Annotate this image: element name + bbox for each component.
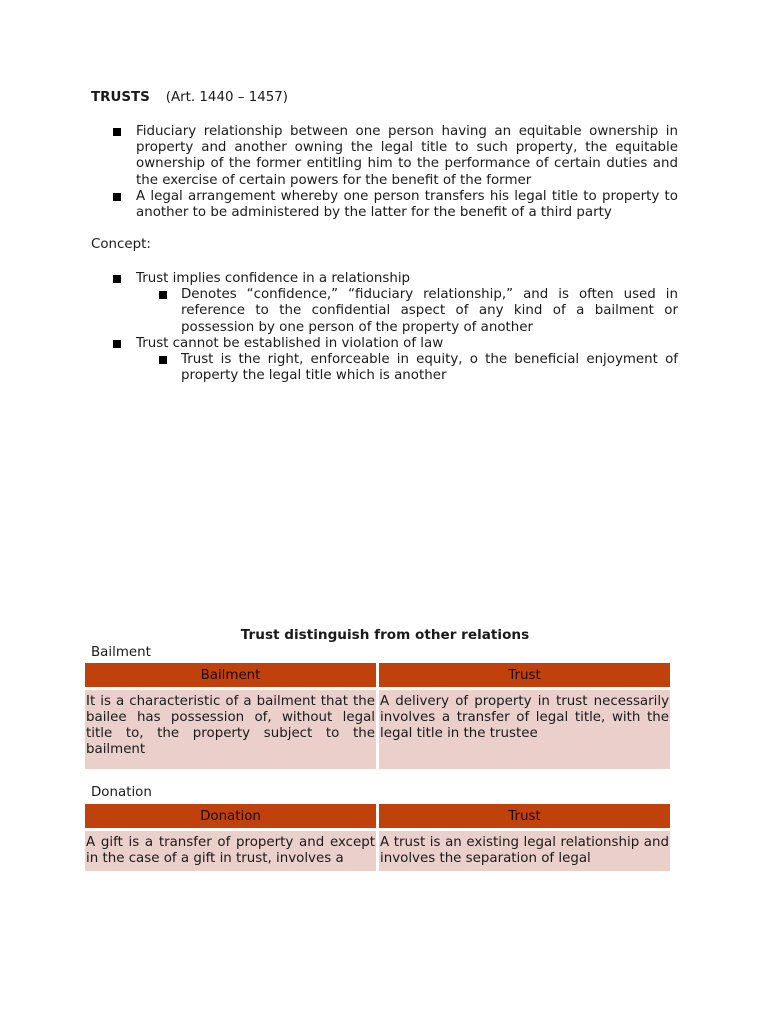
- bullet-square-icon: [113, 193, 121, 201]
- table-header: Bailment: [85, 663, 376, 687]
- section-heading: [91, 89, 288, 107]
- bullet-square-icon: [113, 340, 121, 348]
- donation-label: Donation: [91, 785, 152, 800]
- list-item: Trust implies confidence in a relationship: [112, 271, 678, 287]
- bullet-square-icon: [113, 275, 121, 283]
- bullet-square-icon: [159, 356, 167, 364]
- list-item: A legal arrangement whereby one person transfers his legal title to property to another to be administered by the latter for the benefit of a third party: [112, 189, 678, 221]
- concept-label: Concept:: [91, 237, 151, 252]
- list-subitem: Trust is the right, enforceable in equity, o the beneficial enjoyment of property the legal title which is another: [112, 352, 678, 384]
- bailment-table: [82, 663, 673, 769]
- table-header-row: [85, 804, 670, 828]
- bullet-square-icon: [159, 291, 167, 299]
- table-cell: It is a characteristic of a bailment that the bailee has possession of, without legal title to, the property subject to the bailment: [85, 690, 376, 769]
- table-cell: A delivery of property in trust necessarily involves a transfer of legal title, with the legal title in the trustee: [379, 690, 670, 769]
- heading-title: TRUSTS: [91, 90, 150, 105]
- list-item: Fiduciary relationship between one person having an equitable ownership in property and another owning the legal title to such property, the equitable ownership of the former entitling him to the performance of certain duties and the exercise of certain powers for the benefit of the former: [112, 124, 678, 189]
- table-header: Donation: [85, 804, 376, 828]
- definition-list: [112, 124, 678, 221]
- bailment-label: Bailment: [91, 645, 151, 660]
- bullet-square-icon: [113, 128, 121, 136]
- list-subitem: Denotes “confidence,” “fiduciary relationship,” and is often used in reference to the confidential aspect of any kind of a bailment or possession by one person of the property of another: [112, 287, 678, 336]
- table-header: Trust: [379, 663, 670, 687]
- table-cell: A trust is an existing legal relationship and involves the separation of legal: [379, 831, 670, 871]
- list-item: Trust cannot be established in violation of law: [112, 336, 678, 352]
- table-row: [85, 831, 670, 871]
- donation-table: [82, 804, 673, 871]
- table-header-row: [85, 663, 670, 687]
- concept-list: [112, 271, 678, 384]
- table-row: [85, 690, 670, 769]
- table-cell: A gift is a transfer of property and except in the case of a gift in trust, involves a: [85, 831, 376, 871]
- heading-articles: (Art. 1440 – 1457): [165, 90, 288, 105]
- table-caption: Trust distinguish from other relations: [240, 627, 530, 643]
- table-header: Trust: [379, 804, 670, 828]
